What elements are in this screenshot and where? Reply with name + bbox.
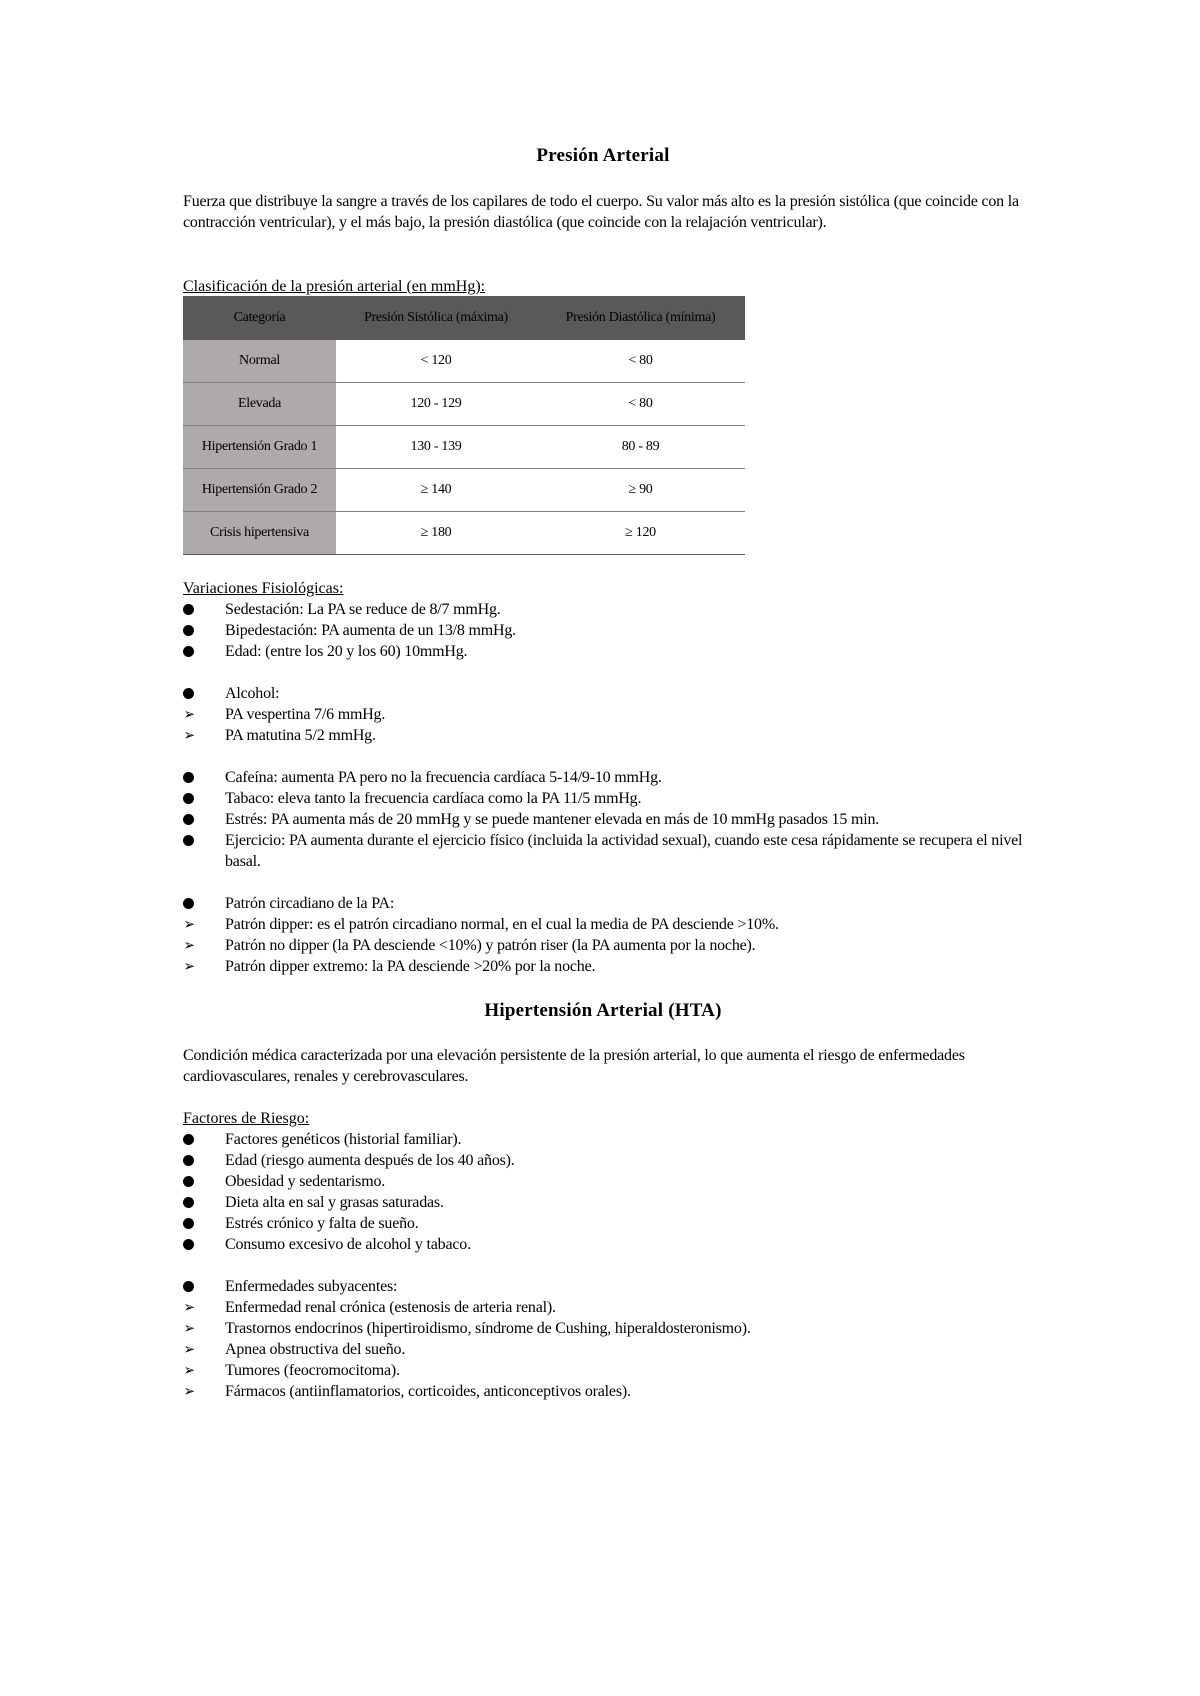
arrow-bullet-icon: ➢ [183,936,195,954]
list-item-text: Apnea obstructiva del sueño. [225,1341,406,1358]
variations-list-c [183,767,1023,872]
list-item [183,725,1023,746]
list-item-text: Edad (riesgo aumenta después de los 40 años). [225,1152,515,1169]
table-cell-diastolic: < 80 [536,383,745,426]
list-item [183,935,1023,956]
list-item-text: Alcohol: [225,685,280,702]
bullet-dot-icon [183,1150,203,1172]
arrow-bullet-icon: ➢ [183,726,195,744]
bullet-dot-icon [183,1171,203,1193]
list-item-text: Estrés: PA aumenta más de 20 mmHg y se puede mantener elevada en más de 10 mmHg pasados 15 min. [225,811,880,828]
list-item-text: PA vespertina 7/6 mmHg. [225,706,386,723]
list-item-text: Factores genéticos (historial familiar). [225,1131,462,1148]
variations-heading: Variaciones Fisiológicas: [183,580,344,597]
arrow-bullet-icon: ➢ [183,957,195,975]
list-item-text: Enfermedades subyacentes: [225,1278,398,1295]
table-cell-systolic: 120 - 129 [336,383,536,426]
table-row [183,512,745,555]
classification-table [183,296,745,555]
list-item-text: Consumo excesivo de alcohol y tabaco. [225,1236,471,1253]
list-item [183,809,1023,830]
list-item [183,704,1023,725]
list-item [183,1192,1023,1213]
table-cell-systolic: ≥ 140 [336,469,536,512]
bullet-dot-icon [183,830,203,852]
list-item [183,641,1023,662]
bullet-dot-icon [183,788,203,810]
list-item [183,1276,1023,1297]
table-cell-category: Crisis hipertensiva [183,512,336,555]
arrow-bullet-icon: ➢ [183,1382,195,1400]
intro-paragraph-hta: Condición médica caracterizada por una elevación persistente de la presión arterial, lo que aumenta el riesgo de enfermedades cardiovasculares, renales y cerebrovasculares. [183,1047,965,1085]
table-cell-category: Hipertensión Grado 1 [183,426,336,469]
list-item-text: Patrón dipper: es el patrón circadiano normal, en el cual la media de PA desciende >10%. [225,916,779,933]
risk-factors-heading: Factores de Riesgo: [183,1110,310,1127]
arrow-bullet-icon: ➢ [183,1298,195,1316]
list-item [183,1360,1023,1381]
bullet-dot-icon [183,1234,203,1256]
list-item [183,830,1023,872]
bullet-dot-icon [183,767,203,789]
table-cell-diastolic: 80 - 89 [536,426,745,469]
bullet-dot-icon [183,893,203,915]
table-caption: Clasificación de la presión arterial (en mmHg): [183,278,486,295]
list-item-text: Tumores (feocromocitoma). [225,1362,400,1379]
table-cell-diastolic: ≥ 120 [536,512,745,555]
arrow-bullet-icon: ➢ [183,1361,195,1379]
list-item [183,1318,1023,1339]
list-item-text: Patrón circadiano de la PA: [225,895,395,912]
list-item-text: Edad: (entre los 20 y los 60) 10mmHg. [225,643,468,660]
list-item [183,1171,1023,1192]
table-header-row [183,296,745,340]
bullet-dot-icon [183,1213,203,1235]
list-item-text: Estrés crónico y falta de sueño. [225,1215,419,1232]
intro-paragraph-presion: Fuerza que distribuye la sangre a través de los capilares de todo el cuerpo. Su valor más alto es la presión sistólica (que coincide con la contracción ventricular), y el más bajo, la presión diastólica (que coincide con la relajación ventricular). [183,193,1019,231]
list-item-text: Fármacos (antiinflamatorios, corticoides, anticonceptivos orales). [225,1383,631,1400]
section-title-hipertension: Hipertensión Arterial (HTA) [484,1000,722,1021]
arrow-bullet-icon: ➢ [183,705,195,723]
list-item-text: Sedestación: La PA se reduce de 8/7 mmHg. [225,601,501,618]
list-item [183,893,1023,914]
list-item [183,1129,1023,1150]
list-item-text: PA matutina 5/2 mmHg. [225,727,376,744]
list-item [183,788,1023,809]
table-cell-diastolic: < 80 [536,340,745,383]
table-header-cell: Presión Sistólica (máxima) [336,296,536,340]
table-cell-category: Elevada [183,383,336,426]
arrow-bullet-icon: ➢ [183,1340,195,1358]
list-item-text: Patrón no dipper (la PA desciende <10%) y patrón riser (la PA aumenta por la noche). [225,937,756,954]
variations-list-d [183,893,1023,977]
list-item-text: Bipedestación: PA aumenta de un 13/8 mmHg. [225,622,516,639]
list-item [183,956,1023,977]
risk-factors-list-b [183,1276,1023,1402]
list-item [183,599,1023,620]
table-cell-systolic: ≥ 180 [336,512,536,555]
list-item-text: Cafeína: aumenta PA pero no la frecuencia cardíaca 5-14/9-10 mmHg. [225,769,662,786]
list-item [183,1297,1023,1318]
table-cell-category: Hipertensión Grado 2 [183,469,336,512]
section-title-presion-arterial: Presión Arterial [536,145,670,166]
arrow-bullet-icon: ➢ [183,915,195,933]
list-item [183,1213,1023,1234]
list-item-text: Enfermedad renal crónica (estenosis de arteria renal). [225,1299,556,1316]
list-item [183,767,1023,788]
bullet-dot-icon [183,1192,203,1214]
table-cell-diastolic: ≥ 90 [536,469,745,512]
risk-factors-list-a [183,1129,1023,1255]
table-cell-systolic: 130 - 139 [336,426,536,469]
list-item [183,683,1023,704]
bullet-dot-icon [183,809,203,831]
list-item-text: Obesidad y sedentarismo. [225,1173,386,1190]
list-item-text: Dieta alta en sal y grasas saturadas. [225,1194,444,1211]
list-item-text: Trastornos endocrinos (hipertiroidismo, síndrome de Cushing, hiperaldosteronismo). [225,1320,751,1337]
table-header-cell: Presión Diastólica (mínima) [536,296,745,340]
bullet-dot-icon [183,620,203,642]
table-row [183,426,745,469]
list-item [183,620,1023,641]
list-item-text: Patrón dipper extremo: la PA desciende >20% por la noche. [225,958,596,975]
table-header-cell: Categoría [183,296,336,340]
arrow-bullet-icon: ➢ [183,1319,195,1337]
bullet-dot-icon [183,599,203,621]
list-item [183,1234,1023,1255]
table-cell-systolic: < 120 [336,340,536,383]
bullet-dot-icon [183,683,203,705]
bullet-dot-icon [183,641,203,663]
list-item [183,1339,1023,1360]
list-item [183,1381,1023,1402]
bullet-dot-icon [183,1129,203,1151]
table-row [183,383,745,426]
variations-list-b [183,683,1023,746]
bullet-dot-icon [183,1276,203,1298]
list-item [183,1150,1023,1171]
table-cell-category: Normal [183,340,336,383]
list-item-text: Tabaco: eleva tanto la frecuencia cardíaca como la PA 11/5 mmHg. [225,790,642,807]
table-row [183,340,745,383]
list-item [183,914,1023,935]
list-item-text: Ejercicio: PA aumenta durante el ejercicio físico (incluida la actividad sexual), cuando este cesa rápidamente se recupera el nivel basal. [225,832,1023,870]
variations-list-a [183,599,1023,662]
table-row [183,469,745,512]
